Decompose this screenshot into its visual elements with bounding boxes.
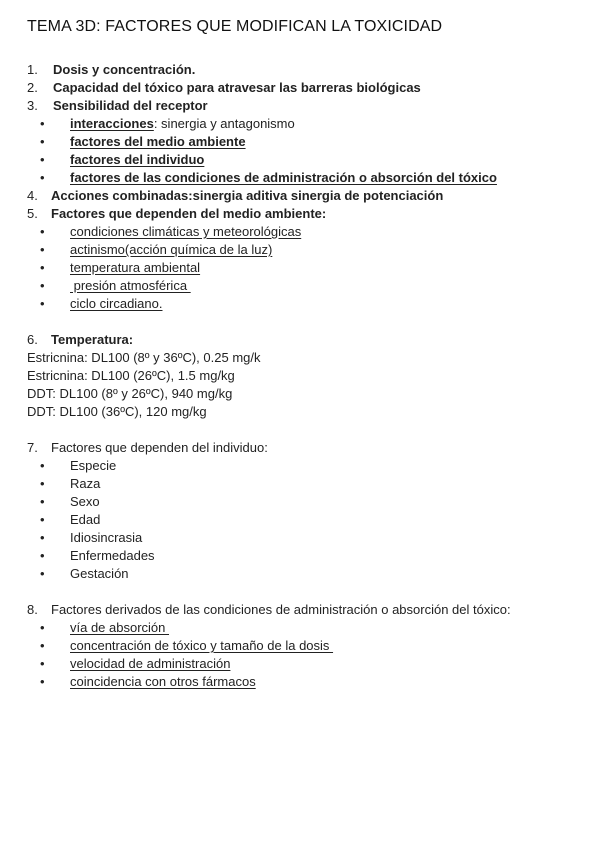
bullet-icon: • xyxy=(40,512,45,527)
link-interacciones[interactable]: interacciones xyxy=(70,116,154,131)
bullet-icon: • xyxy=(40,116,45,131)
bullet-icon: • xyxy=(40,152,45,167)
link-temperatura-ambiental[interactable]: temperatura ambiental xyxy=(70,260,201,275)
bullet-icon: • xyxy=(40,296,45,311)
bullet-icon: • xyxy=(40,638,45,653)
link-via-absorcion[interactable]: vía de absorción xyxy=(70,620,170,635)
temperature-line-3: DDT: DL100 (8º y 26ºC), 940 mg/kg xyxy=(27,386,233,401)
document-page: TEMA 3D: FACTORES QUE MODIFICAN LA TOXICIDAD 1. Dosis y concentración. 2. Capacidad del tóxico para atravesar las barreras biológicas 3. Sensibilidad del receptor • interacciones: sinergia y antagonismo • factores del medio ambiente • factores del individuo • factores de las condiciones de administración o absorción del tóxico 4. Acciones combinadas:sinergia aditiva sinergia de potenciación 5. Factores que dependen del medio ambiente: • condiciones climáticas y meteorológicas • actinismo(acción química de la luz) • temperatura ambiental • presión atmosférica • ciclo circadiano. 6. Temperatura: Estricnina: DL100 (8º y 36ºC), 0.25 mg/k Estricnina: DL100 (26ºC), 1.5 mg/kg DDT: DL100 (8º y 26ºC), 940 mg/kg DDT: DL100 (36ºC), 120 mg/kg 7. Factores que dependen del individuo: • Especie • Raza • Sexo • Edad • Idiosincrasia • Enfermedades • Gestación 8. Factores derivados de las condiciones de administración o absorción del tóxico: • vía de absorción • concentración de tóxico y tamaño de la dosis • velocidad de administración • coincidencia con otros fármacos xyxy=(27,18,511,689)
link-individuo[interactable]: factores del individuo xyxy=(70,152,205,167)
page-title: TEMA 3D: FACTORES QUE MODIFICAN LA TOXICIDAD xyxy=(27,18,443,35)
bullet-icon: • xyxy=(40,620,45,635)
bullet-icon: • xyxy=(40,260,45,275)
bullet-icon: • xyxy=(40,656,45,671)
link-condiciones-climaticas[interactable]: condiciones climáticas y meteorológicas xyxy=(70,224,302,239)
temperature-line-2: Estricnina: DL100 (26ºC), 1.5 mg/kg xyxy=(27,368,235,383)
temperature-line-1: Estricnina: DL100 (8º y 36ºC), 0.25 mg/k xyxy=(27,350,261,365)
bullet-icon: • xyxy=(40,458,45,473)
bullet-icon: • xyxy=(40,494,45,509)
link-actinismo[interactable]: actinismo(acción química de la luz) xyxy=(70,242,273,257)
bullet-icon: • xyxy=(40,170,45,185)
link-concentracion-dosis[interactable]: concentración de tóxico y tamaño de la dosis xyxy=(70,638,334,653)
link-velocidad-administracion[interactable]: velocidad de administración xyxy=(70,656,231,671)
temperature-line-4: DDT: DL100 (36ºC), 120 mg/kg xyxy=(27,404,207,419)
link-coincidencia-farmacos[interactable]: coincidencia con otros fármacos xyxy=(70,674,256,689)
bullet-icon: • xyxy=(40,548,45,563)
bullet-icon: • xyxy=(40,674,45,689)
bullet-icon: • xyxy=(40,224,45,239)
link-medio-ambiente[interactable]: factores del medio ambiente xyxy=(70,134,246,149)
link-condiciones-administracion[interactable]: factores de las condiciones de administración o absorción del tóxico xyxy=(70,170,497,185)
bullet-icon: • xyxy=(40,134,45,149)
bullet-icon: • xyxy=(40,242,45,257)
bullet-icon: • xyxy=(40,476,45,491)
bullet-icon: • xyxy=(40,566,45,581)
link-ciclo-circadiano[interactable]: ciclo circadiano. xyxy=(70,296,163,311)
link-presion-atmosferica[interactable]: presión atmosférica xyxy=(70,278,191,293)
bullet-icon: • xyxy=(40,530,45,545)
bullet-icon: • xyxy=(40,278,45,293)
